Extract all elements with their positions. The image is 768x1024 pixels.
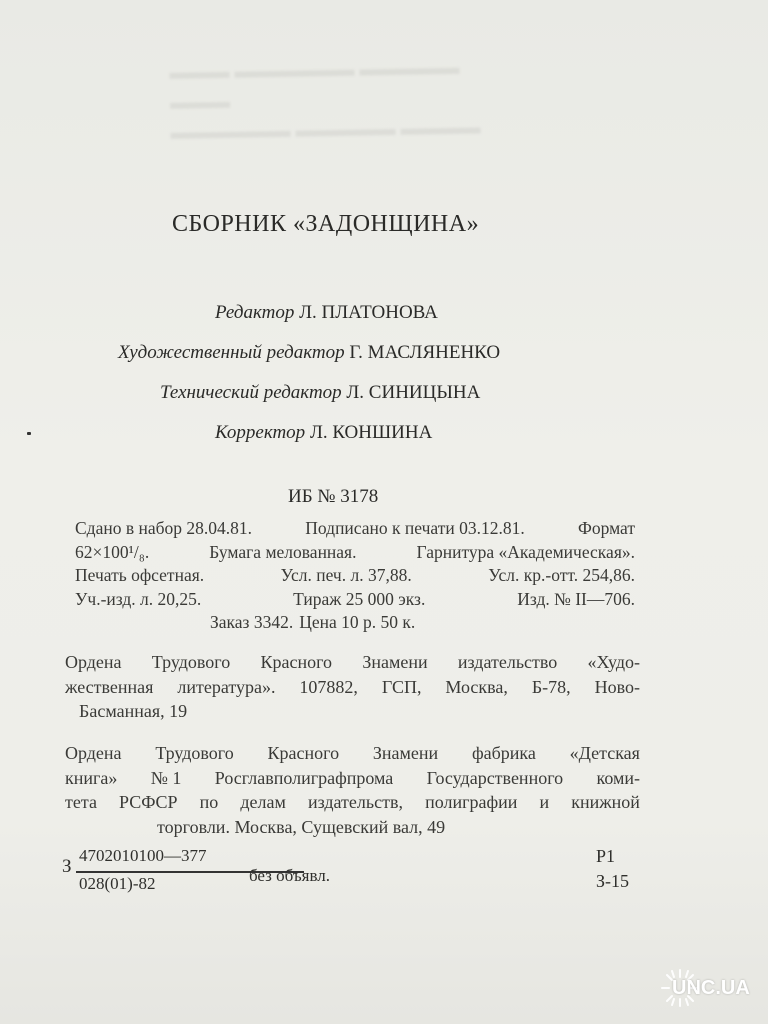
credit-editor bbox=[215, 302, 438, 324]
credit-person: Г. МАСЛЯНЕНКО bbox=[349, 342, 501, 363]
page-title: СБОРНИК «ЗАДОНЩИНА» bbox=[172, 211, 480, 237]
credit-person: Л. СИНИЦЫНА bbox=[346, 382, 481, 403]
printer-line: тета РСФСР по делам издательств, полиграфии и книжной bbox=[65, 792, 640, 812]
printer-line: Ордена Трудового Красного Знамени фабрика «Детская bbox=[65, 743, 640, 763]
printer-line: книга» № 1 Росглавполиграфпрома Государственного коми- bbox=[65, 767, 640, 788]
classification-code-bottom: З-15 bbox=[596, 871, 630, 891]
imprint-line: Сдано в набор 28.04.81. Подписано к печати 03.12.81. Формат bbox=[75, 518, 635, 538]
publisher-line: Басманная, 19 bbox=[79, 701, 188, 721]
watermark-text: UNC.UA bbox=[672, 977, 750, 999]
catalog-numerator: 4702010100—377 bbox=[79, 846, 207, 865]
printer-line: торговли. Москва, Сущевский вал, 49 bbox=[157, 816, 446, 837]
imprint-block bbox=[75, 517, 635, 635]
classification-code-top: Р1 bbox=[596, 846, 616, 866]
credit-role: Корректор bbox=[215, 422, 306, 443]
credit-art-editor bbox=[118, 342, 500, 364]
publisher-block bbox=[65, 650, 640, 724]
credit-person: Л. ПЛАТОНОВА bbox=[299, 302, 438, 323]
ib-number: ИБ № 3178 bbox=[288, 486, 379, 507]
credit-tech-editor bbox=[160, 382, 480, 404]
show-through-text: ▬▬▬ ▬▬▬▬▬▬ ▬▬▬▬▬ ▬▬▬ ▬▬▬▬▬▬ ▬▬▬▬▬ ▬▬▬▬ bbox=[169, 56, 481, 144]
credit-person: Л. КОНШИНА bbox=[309, 422, 433, 443]
imprint-line: Заказ 3342. Цена 10 р. 50 к. bbox=[210, 612, 416, 632]
credit-proofreader bbox=[215, 422, 432, 444]
catalog-denominator: 028(01)-82 bbox=[79, 874, 156, 893]
credit-role: Редактор bbox=[215, 302, 295, 323]
imprint-line: Печать офсетная. Усл. печ. л. 37,88. Усл. кр.-отт. 254,86. bbox=[75, 565, 635, 585]
imprint-line: 62×100¹/₈. Бумага мелованная. Гарнитура «Академическая». bbox=[75, 541, 635, 562]
printer-block bbox=[65, 741, 640, 839]
catalog-note: без объявл. bbox=[249, 866, 331, 885]
catalog-prefix: З bbox=[62, 856, 72, 877]
watermark bbox=[660, 968, 765, 1008]
imprint-line: Уч.-изд. л. 20,25. Тираж 25 000 экз. Изд. № II—706. bbox=[75, 588, 635, 609]
publisher-line: жественная литература». 107882, ГСП, Москва, Б-78, Ново- bbox=[65, 676, 640, 697]
publisher-line: Ордена Трудового Красного Знамени издательство «Худо- bbox=[65, 652, 640, 672]
stray-mark bbox=[27, 432, 31, 435]
credit-role: Технический редактор bbox=[160, 382, 342, 403]
credit-role: Художественный редактор bbox=[118, 342, 345, 363]
